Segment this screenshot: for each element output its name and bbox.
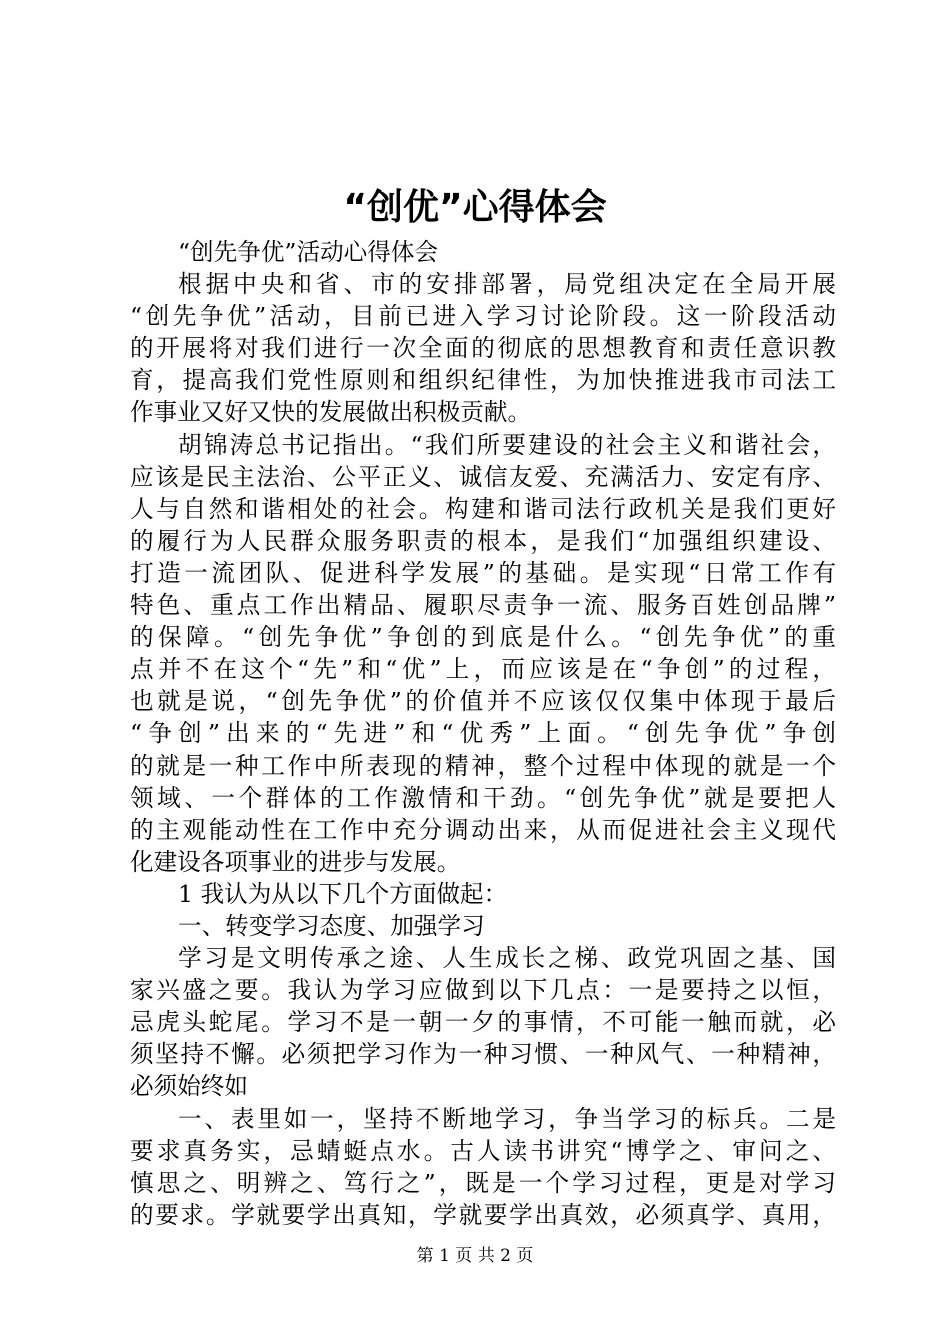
- page-footer: 第 1 页 共 2 页: [416, 1246, 534, 1266]
- text-line: 的要求。学就要学出真知，学就要学出真效，必须真学、真用，: [130, 1200, 836, 1229]
- text-line: 点并不在这个“先”和“优”上，而应该是在“争创”的过程，: [130, 655, 836, 684]
- document-body: [130, 236, 836, 1231]
- text-line: 胡锦涛总书记指出。“我们所要建设的社会主义和谐社会，: [178, 430, 836, 459]
- text-line: 要求真务实，忌蜻蜓点水。古人读书讲究“博学之、审问之、: [130, 1136, 836, 1165]
- text-line: 也就是说，“创先争优”的价值并不应该仅仅集中体现于最后: [130, 687, 836, 716]
- text-line: 的履行为人民群众服务职责的根本，是我们“加强组织建设、: [130, 526, 836, 555]
- text-line: 作事业又好又快的发展做出积极贡献。: [130, 398, 532, 427]
- text-line: 1 我认为从以下几个方面做起：: [178, 879, 508, 908]
- text-line: 一、转变学习态度、加强学习: [178, 911, 485, 940]
- text-line: 特色、重点工作出精品、履职尽责争一流、服务百姓创品牌”: [130, 591, 836, 620]
- text-line: 的开展将对我们进行一次全面的彻底的思想教育和责任意识教: [130, 334, 836, 363]
- text-line: 根据中央和省、市的安排部署，局党组决定在全局开展: [178, 270, 836, 299]
- text-line: 的主观能动性在工作中充分调动出来，从而促进社会主义现代: [130, 815, 836, 844]
- text-line: 须坚持不懈。必须把学习作为一种习惯、一种风气、一种精神，: [130, 1040, 836, 1069]
- text-line: 领域、一个群体的工作激情和干劲。“创先争优”就是要把人: [130, 783, 836, 812]
- text-line: 打造一流团队、促进科学发展”的基础。是实现“日常工作有: [130, 558, 836, 587]
- text-line: 一、表里如一，坚持不断地学习，争当学习的标兵。二是: [178, 1104, 836, 1133]
- text-line: 人与自然和谐相处的社会。构建和谐司法行政机关是我们更好: [130, 494, 836, 523]
- text-line: “创先争优”活动，目前已进入学习讨论阶段。这一阶段活动: [130, 302, 836, 331]
- text-line: “争创”出来的“先进”和“优秀”上面。“创先争优”争创: [130, 719, 836, 748]
- text-line: 育，提高我们党性原则和组织纪律性，为加快推进我市司法工: [130, 366, 836, 395]
- text-line: 的就是一种工作中所表现的精神，整个过程中体现的就是一个: [130, 751, 836, 780]
- text-line: 家兴盛之要。我认为学习应做到以下几点：一是要持之以恒，: [130, 976, 836, 1005]
- text-line: 化建设各项事业的进步与发展。: [130, 847, 461, 876]
- document-title: “创优”心得体会: [343, 187, 607, 228]
- text-line: 应该是民主法治、公平正义、诚信友爱、充满活力、安定有序、: [130, 462, 836, 491]
- text-line: 忌虎头蛇尾。学习不是一朝一夕的事情，不可能一触而就，必: [130, 1008, 836, 1037]
- text-line: 的保障。“创先争优”争创的到底是什么。“创先争优”的重: [130, 623, 836, 652]
- text-line: 学习是文明传承之途、人生成长之梯、政党巩固之基、国: [178, 944, 836, 973]
- text-line: “创先争优”活动心得体会: [178, 238, 439, 266]
- text-line: 慎思之、明辨之、笃行之”，既是一个学习过程，更是对学习: [130, 1168, 836, 1197]
- text-line: 必须始终如: [130, 1072, 248, 1101]
